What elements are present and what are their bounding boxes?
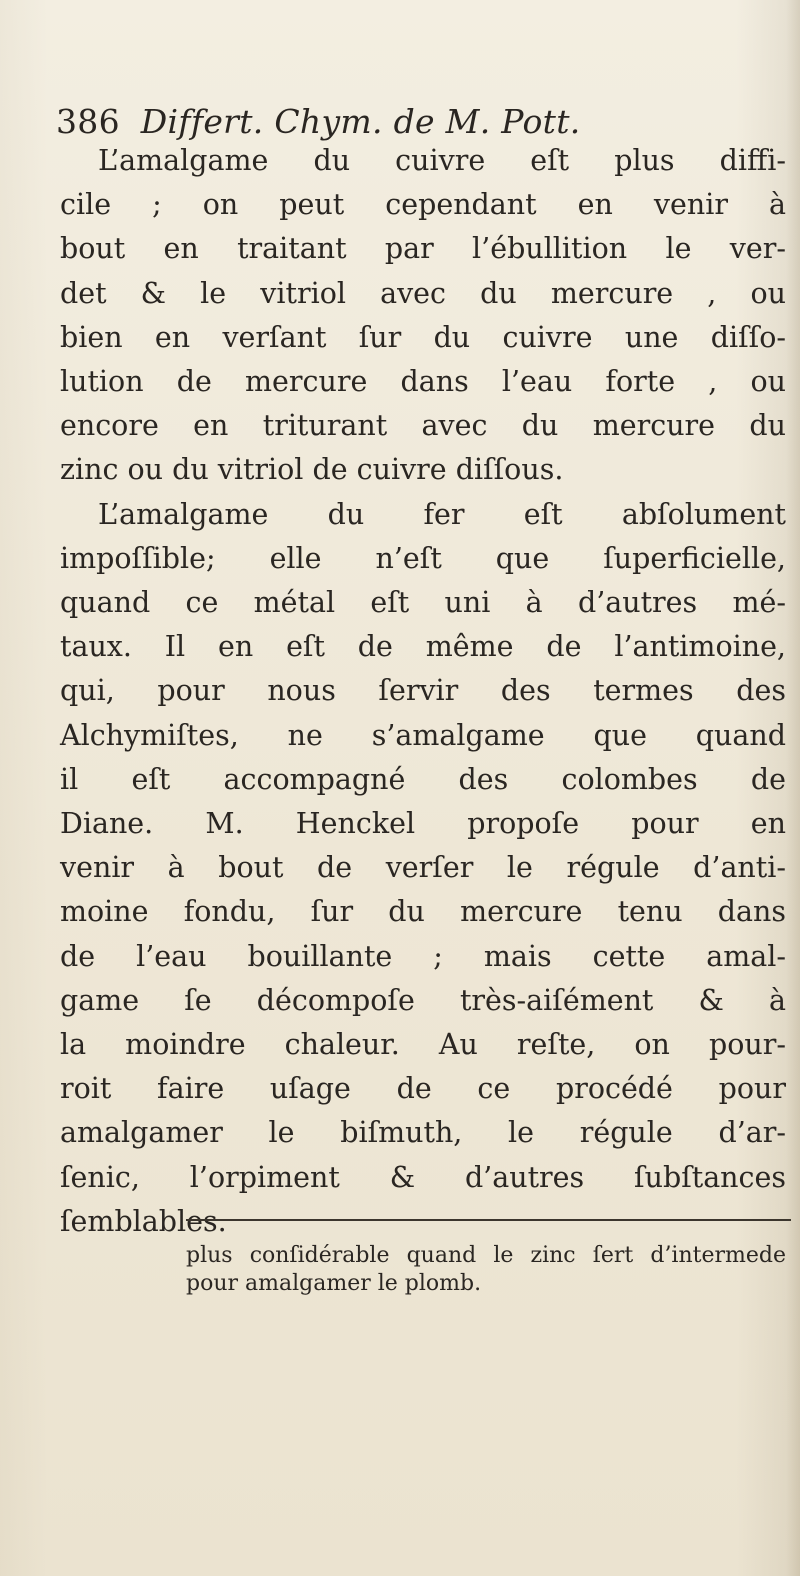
- text-line: moine fondu, ſur du mercure tenu dans: [60, 895, 786, 929]
- text-line: game ſe décompoſe très-aiſément & à: [60, 983, 786, 1017]
- text-line: venir à bout de verſer le régule d’anti-: [60, 851, 786, 885]
- footnote-line: pour amalgamer le plomb.: [186, 1271, 482, 1296]
- main-text: [60, 139, 786, 1244]
- text-line: det & le vitriol avec du mercure , ou: [60, 276, 786, 310]
- text-line: taux. Il en eſt de même de l’antimoine,: [60, 630, 786, 664]
- text-line: cile ; on peut cependant en venir à: [60, 188, 786, 222]
- text-line: Alchymiſtes, ne s’amalgame que quand: [60, 718, 786, 752]
- text-line: il eſt accompagné des colombes de: [60, 762, 786, 796]
- text-line: de l’eau bouillante ; mais cette amal-: [60, 939, 786, 973]
- page-number: 386: [56, 102, 120, 141]
- text-line: ſenic, l’orpiment & d’autres ſubſtances: [60, 1160, 786, 1194]
- text-line: quand ce métal eſt uni à d’autres mé-: [60, 586, 786, 620]
- text-line: bout en traitant par l’ébullition le ver-: [60, 232, 786, 266]
- text-line: Diane. M. Henckel propoſe pour en: [60, 807, 786, 841]
- text-line: qui, pour nous ſervir des termes des: [60, 674, 786, 708]
- footnote-divider: [186, 1219, 791, 1221]
- footnote: [186, 1242, 786, 1298]
- footnote-line: plus conſidérable quand le zinc ſert d’intermede: [186, 1243, 786, 1268]
- text-line: lution de mercure dans l’eau forte , ou: [60, 365, 786, 399]
- text-line: roit faire uſage de ce procédé pour: [60, 1072, 786, 1106]
- text-line: zinc ou du vitriol de cuivre diſſous.: [60, 453, 564, 487]
- page-edge-shadow: [786, 0, 800, 1576]
- page-header: [56, 102, 581, 142]
- text-line: la moindre chaleur. Au reſte, on pour-: [60, 1028, 786, 1062]
- running-title: Differt. Chym. de M. Pott.: [140, 102, 581, 141]
- text-line: L’amalgame du cuivre eſt plus diffi-: [98, 144, 786, 177]
- text-line: amalgamer le biſmuth, le régule d’ar-: [60, 1116, 786, 1150]
- text-line: impoſſible; elle n’eſt que ſuperficielle,: [60, 541, 786, 575]
- text-line: ſemblables.: [60, 1204, 227, 1238]
- text-line: encore en triturant avec du mercure du: [60, 409, 786, 443]
- text-line: L’amalgame du fer eſt abſolument: [98, 497, 786, 531]
- text-line: bien en verſant ſur du cuivre une diſſo-: [60, 320, 786, 354]
